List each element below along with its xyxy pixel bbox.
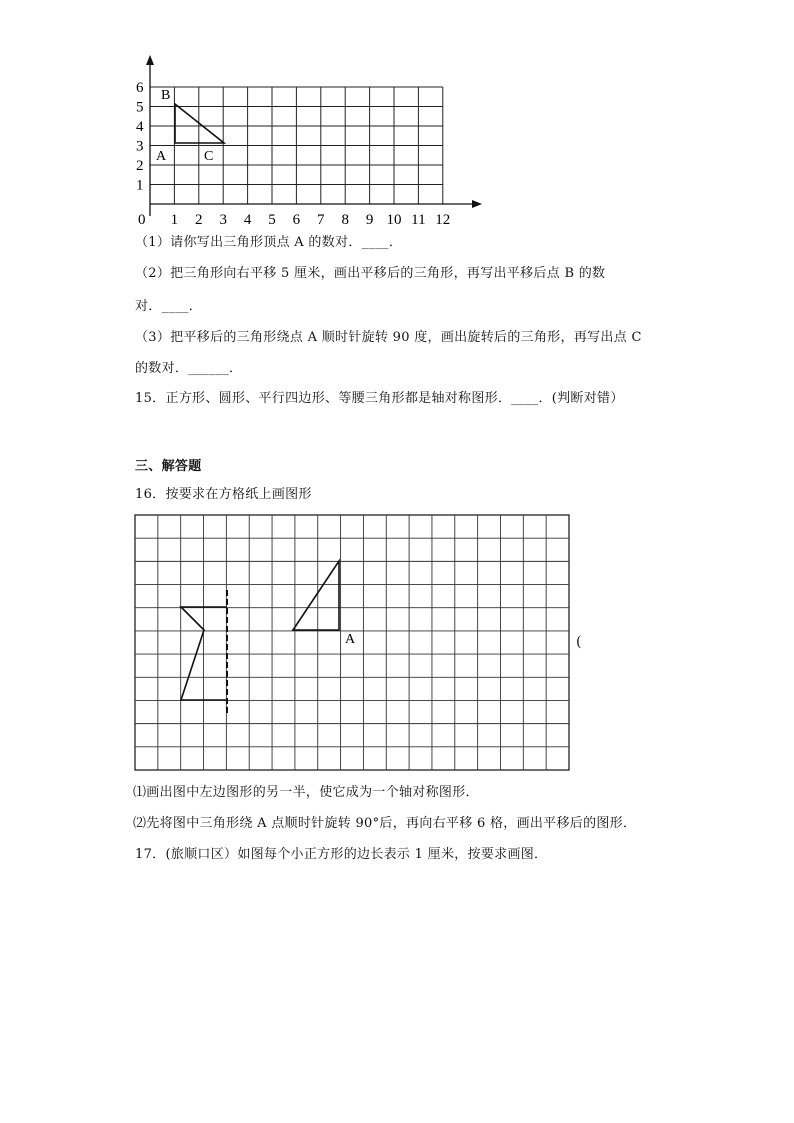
x-tick-label: 12 [435, 212, 451, 228]
x-tick-labels [171, 212, 451, 228]
x-tick-label: 10 [386, 212, 402, 228]
q14-part2-line1: （2）把三角形向右平移 5 厘米，画出平移后的三角形，再写出平移后点 B 的数 [135, 266, 606, 281]
y-tick-label: 1 [136, 177, 144, 194]
point-label-a: A [345, 632, 356, 647]
x-tick-label: 4 [243, 212, 252, 228]
y-axis-arrow [146, 55, 154, 65]
x-tick-label: 9 [365, 212, 374, 228]
x-tick-label: 7 [317, 212, 325, 228]
triangle-abc [175, 104, 224, 143]
y-tick-label: 3 [136, 138, 144, 155]
y-tick-label: 2 [136, 158, 144, 174]
y-tick-label: 4 [136, 119, 144, 135]
q16-part1: ⑴画出图中左边图形的另一半，使它成为一个轴对称图形． [133, 785, 479, 800]
point-label-c: C [204, 149, 214, 164]
stray-parenthesis: ( [576, 634, 582, 650]
right-triangle [293, 561, 339, 630]
x-tick-label: 2 [195, 212, 203, 228]
coordinate-grid-figure [130, 52, 490, 232]
x-tick-label: 3 [219, 212, 227, 228]
q14-part2-line2: 对．____． [135, 299, 203, 314]
q16-title: 16．按要求在方格纸上画图形 [135, 487, 312, 502]
y-tick-label: 6 [136, 80, 144, 96]
y-tick-labels [136, 80, 144, 194]
point-label-a: A [156, 149, 167, 164]
x-tick-label: 1 [170, 212, 179, 228]
q15-text: 15．正方形、圆形、平行四边形、等腰三角形都是轴对称图形．____．(判断对错） [135, 391, 624, 406]
x-tick-label: 5 [268, 212, 276, 228]
square-grid-paper-figure [130, 510, 580, 775]
y-tick-label: 5 [136, 99, 144, 116]
x-tick-label: 11 [411, 212, 426, 228]
q14-part1: （1）请你写出三角形顶点 A 的数对．____． [135, 235, 403, 250]
q17-text: 17．(旅顺口区）如图每个小正方形的边长表示 1 厘米，按要求画图． [135, 847, 548, 862]
x-tick-label: 6 [292, 212, 301, 228]
left-half-shape [181, 607, 227, 700]
q14-part3-line1: （3）把平移后的三角形绕点 A 顺时针旋转 90 度，画出旋转后的三角形，再写出点 C [135, 330, 642, 345]
grid-lines [150, 87, 443, 204]
x-axis-arrow [472, 200, 482, 208]
q16-part2: ⑵先将图中三角形绕 A 点顺时针旋转 90°后，再向右平移 6 格，画出平移后的图形． [133, 816, 637, 831]
x-tick-label: 8 [341, 212, 349, 228]
origin-label: 0 [138, 212, 146, 228]
point-label-b: B [161, 88, 171, 103]
section-heading: 三、解答题 [135, 459, 202, 474]
q14-part3-line2: 的数对．______． [135, 361, 243, 376]
